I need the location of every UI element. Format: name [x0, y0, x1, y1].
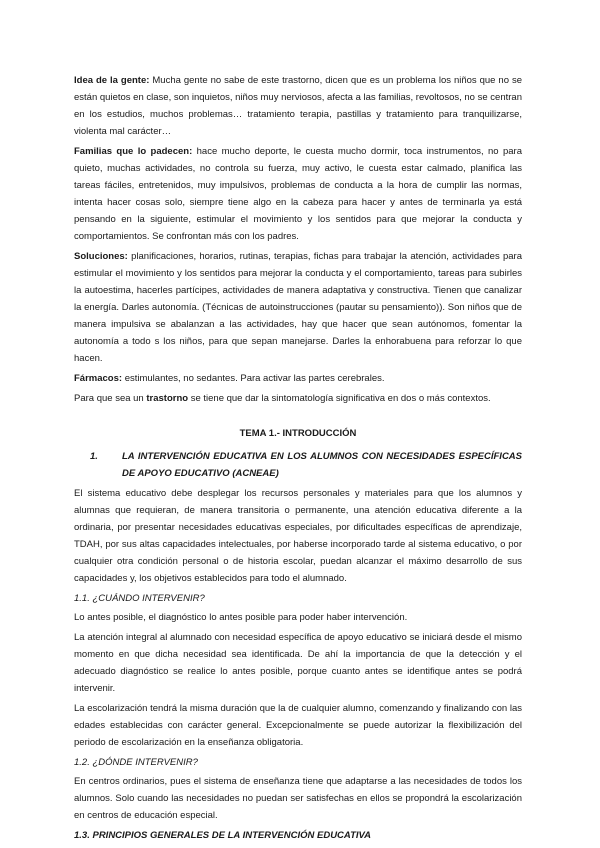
tema-title: TEMA 1.- INTRODUCCIÓN	[239, 428, 357, 439]
label-farmacos: Fármacos:	[74, 373, 123, 384]
paragraph-escolarizacion: La escolarización tendrá la misma duración que la de cualquier alumno, comenzando y finalizando con las edades establecidas con carácter general. Excepcionalmente se puede autorizar la flexibilización del periodo de escolarización en la enseñanza obligatoria.	[74, 703, 522, 748]
paragraph-farmacos	[74, 370, 522, 387]
text-familias: hace mucho deporte, le cuesta mucho dormir, toca instrumentos, no para quieto, muchas actividades, no controla su fuerza, muy activo, le cuesta estar calmado, planifica las tareas fáciles, entretenidos, muy impulsivos, problemas de conducta a la hora de cumplir las normas, intenta hacer cosas solo, siempre tiene algo en la cabeza para hacer y antes de terminarla ya está pensando en la siguiente, estimular el movimiento y los sentidos para que mejorar la conducta y comportamientos. Se confrontan más con los padres.	[74, 146, 522, 242]
paragraph-centros-ordinarios: En centros ordinarios, pues el sistema de enseñanza tiene que adaptarse a las necesidades de todos los alumnos. Solo cuando las necesidades no puedan ser satisfechas en ellos se propondrá la escolarización en centros de educación especial.	[74, 776, 522, 821]
label-idea-de-la-gente: Idea de la gente:	[74, 75, 150, 86]
text-soluciones: planificaciones, horarios, rutinas, terapias, fichas para trabajar la atención, actividades para estimular el movimiento y los sentidos para mejorar la conducta y el comportamiento, tareas para subirles la autoestima, hacerles partícipes, actividades de manera adaptativa y constructiva. Tienen que canalizar la energía. Darles autonomía. (Técnicas de autoinstrucciones (pautar su pensamiento)). Son niños que de manera impulsiva se abalanzan a las actividades, hay que hacer que sean autónomos, fomentar la autonomía a todo s los niños, para que sepan manejarse. Darles la enhorabuena para reforzar lo que hacen.	[74, 251, 522, 364]
label-familias: Familias que lo padecen:	[74, 146, 193, 157]
text-idea-de-la-gente: Mucha gente no sabe de este trastorno, dicen que es un problema los niños que no se están quietos en clase, son inquietos, niños muy nerviosos, afecta a las familias, revoltosos, no se centran en los estudios, muchos problemas… tratamiento terapia, pastillas y tratamiento para tranquilizarse, violenta mal carácter…	[74, 75, 522, 137]
paragraph-soluciones	[74, 248, 522, 367]
subsection-1-3-heading: 1.3. PRINCIPIOS GENERALES DE LA INTERVENCIÓN EDUCATIVA	[74, 830, 372, 841]
text-trastorno-pre: Para que sea un	[74, 393, 147, 404]
paragraph-sistema-educativo: El sistema educativo debe desplegar los recursos personales y materiales para que los alumnos y alumnas que requieran, de manera transitoria o permanente, una atención educativa diferente a la ordinaria, por presentar necesidades educativas especiales, por dificultades específicas de aprendizaje, TDAH, por sus altas capacidades intelectuales, por haberse incorporado tarde al sistema educativo, o por cualquier otra condición personal o de historia escolar, puedan alcanzar el máximo desarrollo de sus capacidades y, los objetivos establecidos para todo el alumnado.	[74, 488, 522, 584]
text-trastorno-post: se tiene que dar la sintomatología significativa en dos o más contextos.	[188, 393, 491, 404]
paragraph-familias	[74, 143, 522, 245]
subsection-1-1-heading: 1.1. ¿CUÁNDO INTERVENIR?	[74, 593, 205, 604]
text-trastorno-bold: trastorno	[146, 393, 189, 404]
section-1-number: 1.	[90, 451, 98, 462]
text-farmacos: estimulantes, no sedantes. Para activar las partes cerebrales.	[122, 373, 385, 384]
paragraph-lo-antes-posible: Lo antes posible, el diagnóstico lo antes posible para poder haber intervención.	[74, 612, 408, 623]
paragraph-atencion-integral: La atención integral al alumnado con necesidad específica de apoyo educativo se iniciará desde el mismo momento en que dicha necesidad sea identificada. De ahí la importancia de que la detección y el adecuado diagnóstico se realice lo antes posible, porque cuanto antes se identifique antes se podrá intervenir.	[74, 632, 522, 694]
section-1-heading	[74, 448, 522, 482]
subsection-1-2-heading: 1.2. ¿DÓNDE INTERVENIR?	[74, 757, 198, 768]
label-soluciones: Soluciones:	[74, 251, 128, 262]
paragraph-trastorno	[74, 390, 522, 407]
paragraph-idea-de-la-gente	[74, 72, 522, 140]
section-1-title: LA INTERVENCIÓN EDUCATIVA EN LOS ALUMNOS CON NECESIDADES ESPECÍFICAS DE APOYO EDUCATIVO (ACNEAE)	[122, 451, 522, 479]
